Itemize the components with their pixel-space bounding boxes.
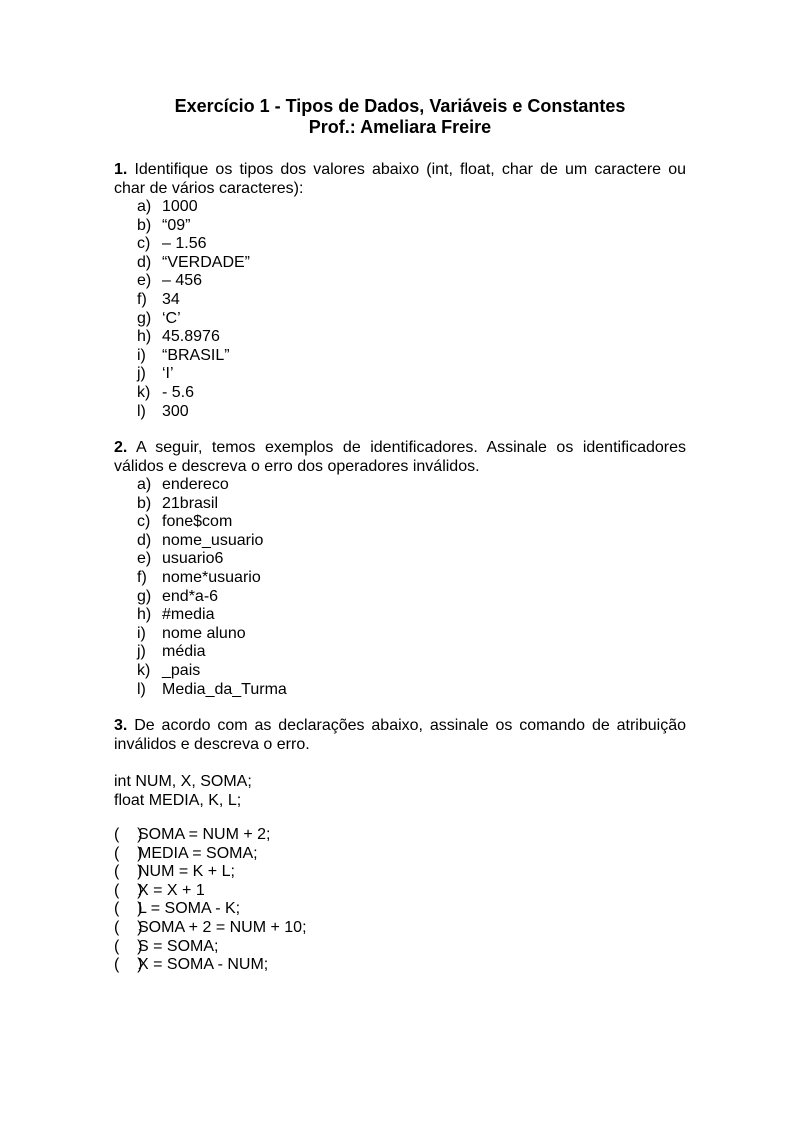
item-letter: e) (137, 272, 152, 290)
command-row (114, 882, 307, 901)
item-value: ‘I’ (162, 365, 174, 383)
item-letter: b) (137, 216, 152, 234)
item-letter: a) (137, 198, 152, 215)
list-item (137, 254, 250, 273)
professor-name: Prof.: Ameliara Freire (308, 117, 492, 137)
command-text: SOMA + 2 = NUM + 10; (138, 918, 307, 936)
item-letter: h) (137, 328, 152, 346)
item-value: média (162, 643, 206, 661)
command-text: S = SOMA; (138, 937, 219, 955)
command-row (114, 863, 307, 882)
list-item (137, 272, 250, 291)
list-item (137, 643, 287, 662)
answer-checkbox[interactable]: ( ) (114, 918, 143, 936)
command-row (114, 919, 307, 938)
command-text: X = SOMA - NUM; (138, 956, 269, 974)
item-letter: d) (137, 253, 152, 271)
item-value: end*a-6 (162, 587, 219, 605)
declaration-line: int NUM, X, SOMA; (114, 773, 252, 790)
command-text: X = X + 1 (138, 881, 205, 899)
question-1-items (137, 198, 250, 421)
item-value: usuario6 (162, 550, 224, 568)
list-item (137, 569, 287, 588)
command-text: SOMA = NUM + 2; (138, 826, 271, 843)
question-1-text: Identifique os tipos dos valores abaixo (int, float, char de um caractere ou char de vários caracteres): (114, 161, 686, 197)
item-letter: a) (137, 476, 152, 493)
item-letter: e) (137, 550, 152, 568)
list-item (137, 662, 287, 681)
list-item (137, 384, 250, 403)
item-value: 45.8976 (162, 328, 220, 346)
command-row (114, 845, 307, 864)
item-value: 21brasil (162, 494, 219, 512)
question-2-number: 2. (114, 439, 128, 456)
list-item (137, 365, 250, 384)
question-2-prompt (114, 439, 686, 476)
document-title: Exercício 1 - Tipos de Dados, Variáveis e Constantes (174, 96, 626, 116)
list-item (137, 495, 287, 514)
list-item (137, 198, 250, 217)
item-letter: j) (137, 365, 146, 383)
item-value: “BRASIL” (162, 346, 230, 364)
command-text: L = SOMA - K; (138, 900, 241, 918)
item-letter: g) (137, 587, 152, 605)
list-item (137, 310, 250, 329)
item-letter: l) (137, 402, 146, 420)
list-item (137, 625, 287, 644)
list-item (137, 606, 287, 625)
item-letter: k) (137, 661, 151, 679)
list-item (137, 532, 287, 551)
command-row (114, 826, 307, 845)
answer-checkbox[interactable]: ( ) (114, 826, 143, 843)
item-value: endereco (162, 476, 229, 493)
item-value: 1000 (162, 198, 198, 215)
item-letter: i) (137, 346, 146, 364)
answer-checkbox[interactable]: ( ) (114, 881, 143, 899)
item-value: “09” (162, 216, 191, 234)
item-value: 34 (162, 290, 180, 308)
answer-checkbox[interactable]: ( ) (114, 956, 143, 974)
item-letter: h) (137, 606, 152, 624)
list-item (137, 588, 287, 607)
item-value: – 456 (162, 272, 203, 290)
answer-checkbox[interactable]: ( ) (114, 900, 143, 918)
command-row (114, 956, 307, 975)
assignment-commands (114, 826, 307, 975)
item-value: Media_da_Turma (162, 680, 287, 698)
question-3-prompt (114, 717, 686, 754)
item-value: ‘C’ (162, 309, 181, 327)
item-letter: k) (137, 383, 151, 401)
item-value: #media (162, 606, 215, 624)
item-letter: f) (137, 568, 147, 586)
list-item (137, 291, 250, 310)
list-item (137, 476, 287, 495)
item-letter: i) (137, 624, 146, 642)
item-value: “VERDADE” (162, 253, 251, 271)
question-1-number: 1. (114, 161, 128, 178)
document-header (0, 96, 800, 138)
question-1-prompt (114, 161, 686, 198)
list-item (137, 550, 287, 569)
item-letter: l) (137, 680, 146, 698)
command-row (114, 900, 307, 919)
list-item (137, 403, 250, 422)
answer-checkbox[interactable]: ( ) (114, 863, 143, 881)
item-value: – 1.56 (162, 235, 207, 253)
list-item (137, 235, 250, 254)
list-item (137, 681, 287, 700)
item-letter: c) (137, 235, 151, 253)
list-item (137, 347, 250, 366)
answer-checkbox[interactable]: ( ) (114, 844, 143, 862)
item-letter: c) (137, 513, 151, 531)
list-item (137, 513, 287, 532)
item-letter: b) (137, 494, 152, 512)
command-row (114, 938, 307, 957)
item-value: - 5.6 (162, 383, 195, 401)
item-value: nome_usuario (162, 531, 264, 549)
item-value: 300 (162, 402, 189, 420)
command-text: NUM = K + L; (138, 863, 235, 881)
item-value: fone$com (162, 513, 233, 531)
list-item (137, 217, 250, 236)
answer-checkbox[interactable]: ( ) (114, 937, 143, 955)
question-2-items (137, 476, 287, 699)
command-text: MEDIA = SOMA; (138, 844, 258, 862)
declarations-block (114, 773, 252, 810)
list-item (137, 328, 250, 347)
item-value: nome*usuario (162, 568, 261, 586)
question-3-number: 3. (114, 717, 128, 734)
item-value: _pais (162, 661, 201, 679)
item-letter: f) (137, 290, 147, 308)
item-letter: g) (137, 309, 152, 327)
item-letter: d) (137, 531, 152, 549)
declaration-line: float MEDIA, K, L; (114, 791, 242, 809)
question-2-text: A seguir, temos exemplos de identificadores. Assinale os identificadores válidos e descreva o erro dos operadores inválidos. (114, 439, 686, 475)
question-3-text: De acordo com as declarações abaixo, assinale os comando de atribuição inválidos e descreva o erro. (114, 717, 686, 753)
item-value: nome aluno (162, 624, 246, 642)
item-letter: j) (137, 643, 146, 661)
